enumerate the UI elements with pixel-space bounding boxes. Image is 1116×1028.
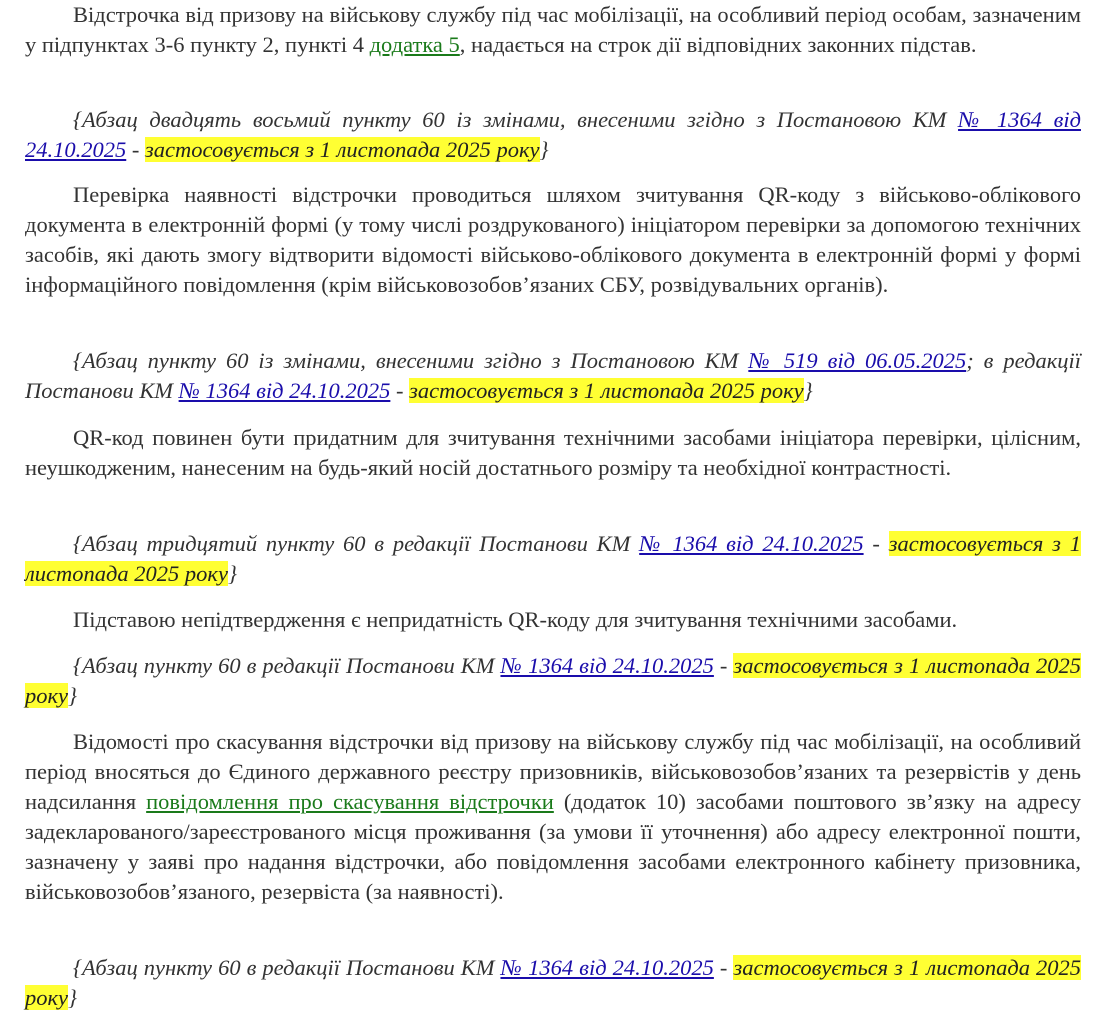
note-close: } bbox=[227, 561, 237, 586]
link-annex-5[interactable]: додатка 5 bbox=[369, 32, 460, 57]
highlight-effective-date: застосовується з 1 листопада 2025 року bbox=[25, 531, 1081, 586]
link-resolution-1364[interactable]: № 1364 від 24.10.2025 bbox=[500, 653, 714, 678]
note-close: } bbox=[68, 683, 78, 708]
link-resolution-1364[interactable]: № 1364 від 24.10.2025 bbox=[639, 531, 864, 556]
highlight-effective-date: застосовується з 1 листопада 2025 року bbox=[409, 378, 804, 403]
note-separator: - bbox=[126, 137, 145, 162]
paragraph-text: Підставою непідтвердження є непридатність QR-коду для зчитування технічними засобами. bbox=[73, 607, 958, 632]
amendment-note bbox=[25, 953, 1081, 1013]
note-text: {Абзац двадцять восьмий пункту 60 із змінами, внесеними згідно з Постановою КМ bbox=[73, 107, 959, 132]
paragraph-text: (додаток 10) засобами поштового зв’язку на адресу задекларованого/зареєстрованого місця проживання (за умови її уточнення) або адресу електронної пошти, зазначену у заяві про надання відстрочки, або повідомлення засобами електронного кабінету призовника, військовозобов’язаного, резервіста (за наявності). bbox=[25, 789, 1081, 904]
note-text: {Абзац тридцятий пункту 60 в редакції Постанови КМ bbox=[73, 531, 640, 556]
highlight-effective-date: застосовується з 1 листопада 2025 року bbox=[25, 653, 1081, 708]
highlight-effective-date: застосовується з 1 листопада 2025 року bbox=[25, 955, 1081, 1010]
note-separator: - bbox=[713, 653, 734, 678]
note-separator: - bbox=[863, 531, 889, 556]
note-separator: - bbox=[713, 955, 734, 980]
note-text: {Абзац пункту 60 в редакції Постанови КМ bbox=[73, 653, 501, 678]
note-text: {Абзац пункту 60 в редакції Постанови КМ bbox=[73, 955, 501, 980]
amendment-note bbox=[25, 529, 1081, 589]
link-resolution-1364[interactable]: № 1364 від 24.10.2025 bbox=[25, 107, 1081, 162]
amendment-note bbox=[25, 105, 1081, 165]
paragraph-text: Перевірка наявності відстрочки проводиться шляхом зчитування QR-коду з військово-облікового документа в електронній формі (у тому числі роздрукованого) ініціатором перевірки за допомогою технічних засобів, які дають змогу відтворити відомості військово-облікового документа в електронній формі у формі інформаційного повідомлення (крім військовозобов’язаних СБУ, розвідувальних органів). bbox=[25, 182, 1081, 297]
paragraph-text: QR-код повинен бути придатним для зчитування технічними засобами ініціатора перевірки, цілісним, неушкодженим, нанесеним на будь-який носій достатнього розміру та необхідної контрастності. bbox=[25, 425, 1081, 480]
amendment-note bbox=[25, 651, 1081, 711]
note-close: } bbox=[803, 378, 813, 403]
amendment-note bbox=[25, 346, 1081, 406]
note-text: ; в редакції Постанови КМ bbox=[25, 348, 1081, 403]
note-close: } bbox=[68, 985, 78, 1010]
paragraph-deferral-term bbox=[25, 0, 1081, 60]
paragraph-qr-requirements bbox=[25, 423, 1081, 483]
paragraph-text: , надається на строк дії відповідних законних підстав. bbox=[459, 32, 977, 57]
paragraph-cancellation bbox=[25, 727, 1081, 907]
note-separator: - bbox=[390, 378, 410, 403]
note-text: {Абзац пункту 60 із змінами, внесеними згідно з Постановою КМ bbox=[73, 348, 749, 373]
paragraph-qr-check bbox=[25, 180, 1081, 300]
paragraph-non-confirmation bbox=[25, 605, 1081, 635]
paragraph-text: Відстрочка від призову на військову службу під час мобілізації, на особливий період особам, зазначеним у підпунктах 3-6 пункту 2, пункті 4 bbox=[25, 2, 1081, 57]
link-resolution-1364[interactable]: № 1364 від 24.10.2025 bbox=[178, 378, 391, 403]
link-resolution-1364[interactable]: № 1364 від 24.10.2025 bbox=[500, 955, 714, 980]
note-close: } bbox=[539, 137, 549, 162]
link-cancellation-notice[interactable]: повідомлення про скасування відстрочки bbox=[146, 789, 554, 814]
paragraph-text: Відомості про скасування відстрочки від призову на військову службу під час мобілізації, на особливий період вносяться до Єдиного державного реєстру призовників, військовозобов’язаних та резервістів у день надсилання bbox=[25, 729, 1081, 814]
highlight-effective-date: застосовується з 1 листопада 2025 року bbox=[145, 137, 540, 162]
link-resolution-519[interactable]: № 519 від 06.05.2025 bbox=[748, 348, 967, 373]
